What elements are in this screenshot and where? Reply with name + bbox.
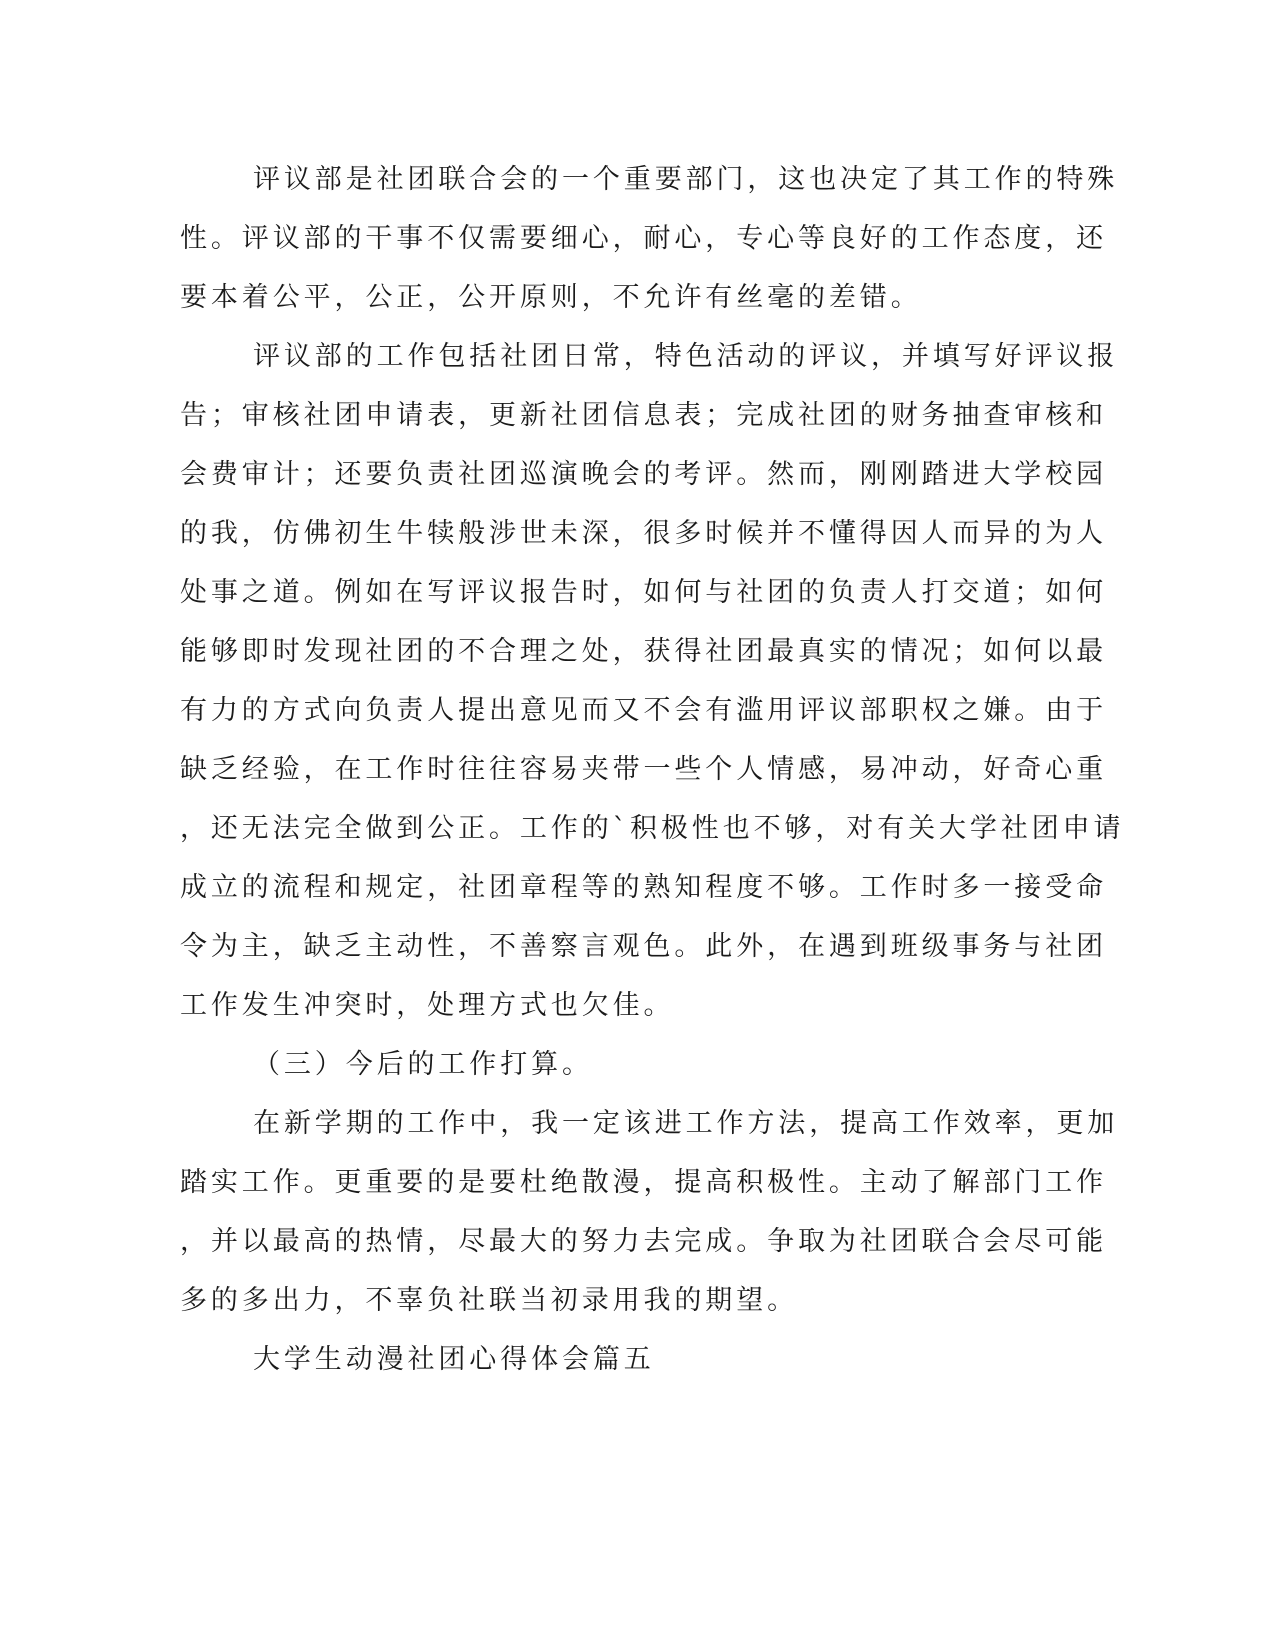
paragraph-line: 告；审核社团申请表，更新社团信息表；完成社团的财务抽查审核和 bbox=[180, 400, 1107, 431]
paragraph-line: 工作发生冲突时，处理方式也欠佳。 bbox=[180, 990, 675, 1021]
paragraph-line: 性。评议部的干事不仅需要细心，耐心，专心等良好的工作态度，还 bbox=[180, 223, 1107, 254]
paragraph-line: 评议部是社团联合会的一个重要部门，这也决定了其工作的特殊 bbox=[253, 164, 1119, 195]
paragraph-line: 评议部的工作包括社团日常，特色活动的评议，并填写好评议报 bbox=[253, 341, 1119, 372]
section-title: 大学生动漫社团心得体会篇五 bbox=[253, 1344, 655, 1375]
paragraph-line: 处事之道。例如在写评议报告时，如何与社团的负责人打交道；如何 bbox=[180, 577, 1107, 608]
paragraph-line: 要本着公平，公正，公开原则，不允许有丝毫的差错。 bbox=[180, 282, 922, 313]
paragraph-line: 令为主，缺乏主动性，不善察言观色。此外，在遇到班级事务与社团 bbox=[180, 931, 1107, 962]
paragraph-line: ，并以最高的热情，尽最大的努力去完成。争取为社团联合会尽可能 bbox=[180, 1226, 1107, 1257]
paragraph-line: 能够即时发现社团的不合理之处，获得社团最真实的情况；如何以最 bbox=[180, 636, 1107, 667]
paragraph-line: 在新学期的工作中，我一定该进工作方法，提高工作效率，更加 bbox=[253, 1108, 1119, 1139]
paragraph-line: 踏实工作。更重要的是要杜绝散漫，提高积极性。主动了解部门工作 bbox=[180, 1167, 1107, 1198]
paragraph-line: ，还无法完全做到公正。工作的`积极性也不够，对有关大学社团申请 bbox=[180, 813, 1125, 844]
paragraph-line: 会费审计；还要负责社团巡演晚会的考评。然而，刚刚踏进大学校园 bbox=[180, 459, 1107, 490]
paragraph-line: 的我，仿佛初生牛犊般涉世未深，很多时候并不懂得因人而异的为人 bbox=[180, 518, 1107, 549]
paragraph-line: 缺乏经验，在工作时往往容易夹带一些个人情感，易冲动，好奇心重 bbox=[180, 754, 1107, 785]
paragraph-line: 成立的流程和规定，社团章程等的熟知程度不够。工作时多一接受命 bbox=[180, 872, 1107, 903]
paragraph-line: 有力的方式向负责人提出意见而又不会有滥用评议部职权之嫌。由于 bbox=[180, 695, 1107, 726]
paragraph-line: 多的多出力，不辜负社联当初录用我的期望。 bbox=[180, 1285, 798, 1316]
section-heading: （三）今后的工作打算。 bbox=[253, 1049, 593, 1080]
